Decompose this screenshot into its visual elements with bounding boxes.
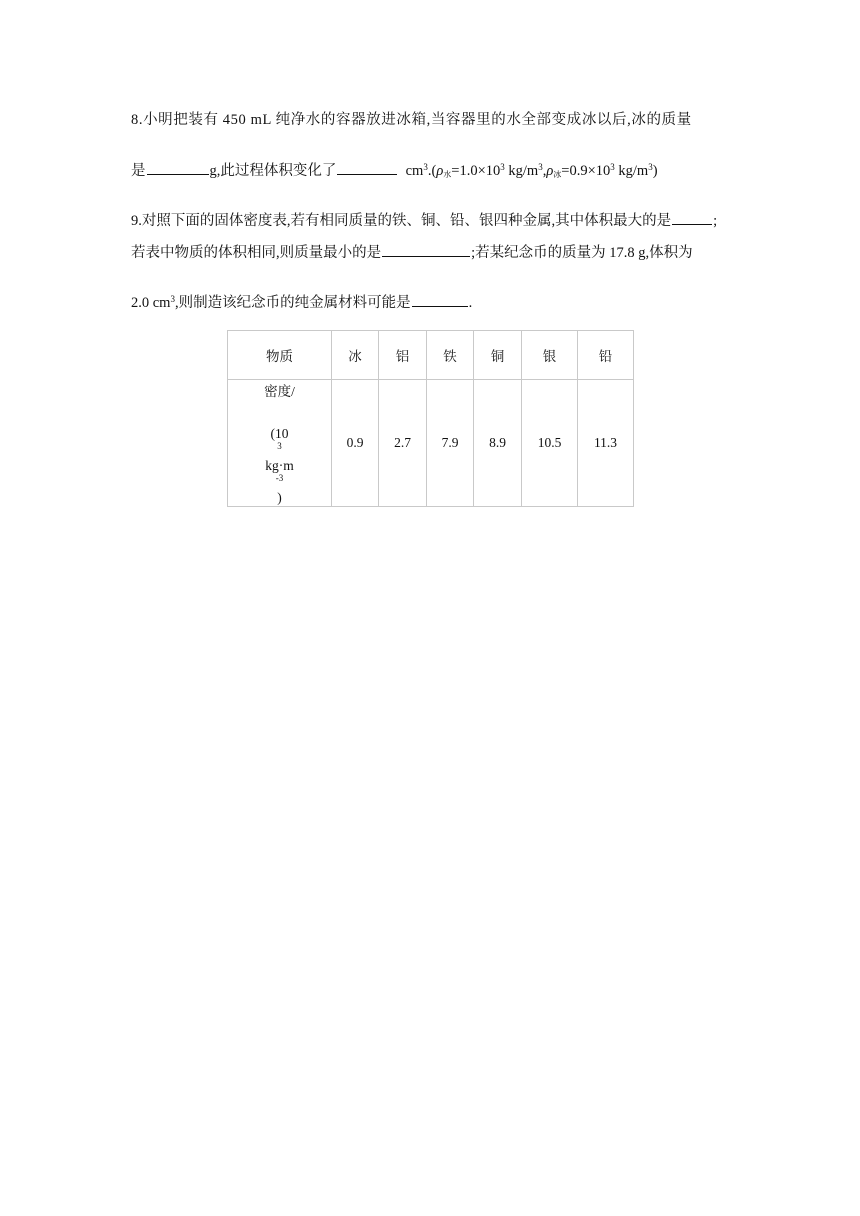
q8-text-2a: 是 (131, 163, 146, 179)
exp-3: 3 (277, 441, 282, 451)
q8-text-1: 8.小明把装有 450 mL 纯净水的容器放进冰箱,当容器里的水全部变成冰以后,冰的质量 (131, 112, 692, 128)
header-cell-substance: 物质 (228, 331, 332, 380)
header-cell-lead: 铅 (578, 331, 634, 380)
row-label-density (228, 380, 332, 507)
q9-text-2a: 若表中物质的体积相同,则质量最小的是 (131, 245, 382, 261)
table-density-row (228, 380, 634, 507)
q9-line-3 (131, 292, 472, 313)
q8-line-1 (131, 110, 692, 130)
q9-text-3c: . (468, 295, 473, 311)
exp-3: 3 (500, 162, 505, 172)
header-cell-ice: 冰 (332, 331, 379, 380)
header-cell-iron: 铁 (427, 331, 474, 380)
exp-3: 3 (170, 294, 175, 304)
value-cell-aluminum: 2.7 (379, 380, 427, 507)
q9-line-2 (131, 242, 693, 263)
value-cell-silver: 10.5 (522, 380, 578, 507)
row-label-line-2 (228, 426, 331, 506)
q8-line-2 (131, 160, 658, 181)
q8-blank-mass[interactable] (147, 160, 209, 175)
value-cell-ice: 0.9 (332, 380, 379, 507)
label-part: ) (277, 490, 282, 505)
q9-text-2b: ;若某纪念币的质量为 17.8 g,体积为 (471, 245, 693, 261)
q8-text-2b: g,此过程体积变化了 (209, 163, 337, 179)
rho-symbol: ρ (546, 163, 554, 179)
label-part: kg·m (265, 458, 294, 473)
exp-3: 3 (538, 162, 543, 172)
density-table (227, 330, 634, 507)
q9-blank-smallest-mass[interactable] (382, 242, 470, 257)
rho-water-sub: 水 (443, 170, 452, 179)
q9-text-1b: ; (713, 213, 718, 229)
q9-text-3a: 2.0 cm (131, 295, 171, 311)
rho-symbol: ρ (436, 163, 444, 179)
exp-neg-3: -3 (275, 473, 284, 483)
value-cell-copper: 8.9 (474, 380, 522, 507)
unit-kgm: kg/m (614, 163, 649, 179)
value-cell-lead: 11.3 (578, 380, 634, 507)
header-cell-copper: 铜 (474, 331, 522, 380)
header-cell-aluminum: 铝 (379, 331, 427, 380)
header-cell-silver: 银 (522, 331, 578, 380)
label-part: (10 (270, 426, 289, 441)
q9-text-3b: ,则制造该纪念币的纯金属材料可能是 (174, 295, 411, 311)
rho-water-value: =1.0×10 (451, 163, 501, 179)
paren-close: ) (652, 163, 658, 179)
q9-blank-largest-volume[interactable] (672, 210, 712, 225)
q9-text-1a: 9.对照下面的固体密度表,若有相同质量的铁、铜、铅、银四种金属,其中体积最大的是 (131, 213, 672, 229)
unit-kgm: kg/m (504, 163, 539, 179)
q8-unit-cm: cm (402, 163, 424, 179)
rho-ice-value: =0.9×10 (561, 163, 611, 179)
q9-line-1 (131, 210, 717, 231)
row-label-line-1: 密度/ (264, 384, 295, 399)
table-header-row (228, 331, 634, 380)
exp-3: 3 (648, 162, 653, 172)
q8-exp-3: 3 (423, 162, 428, 172)
rho-ice-sub: 冰 (553, 170, 562, 179)
comma: , (542, 163, 547, 179)
q8-paren-open: .( (427, 163, 437, 179)
value-cell-iron: 7.9 (427, 380, 474, 507)
q8-blank-volume[interactable] (337, 160, 397, 175)
q9-blank-material[interactable] (412, 292, 468, 307)
exp-3: 3 (610, 162, 615, 172)
